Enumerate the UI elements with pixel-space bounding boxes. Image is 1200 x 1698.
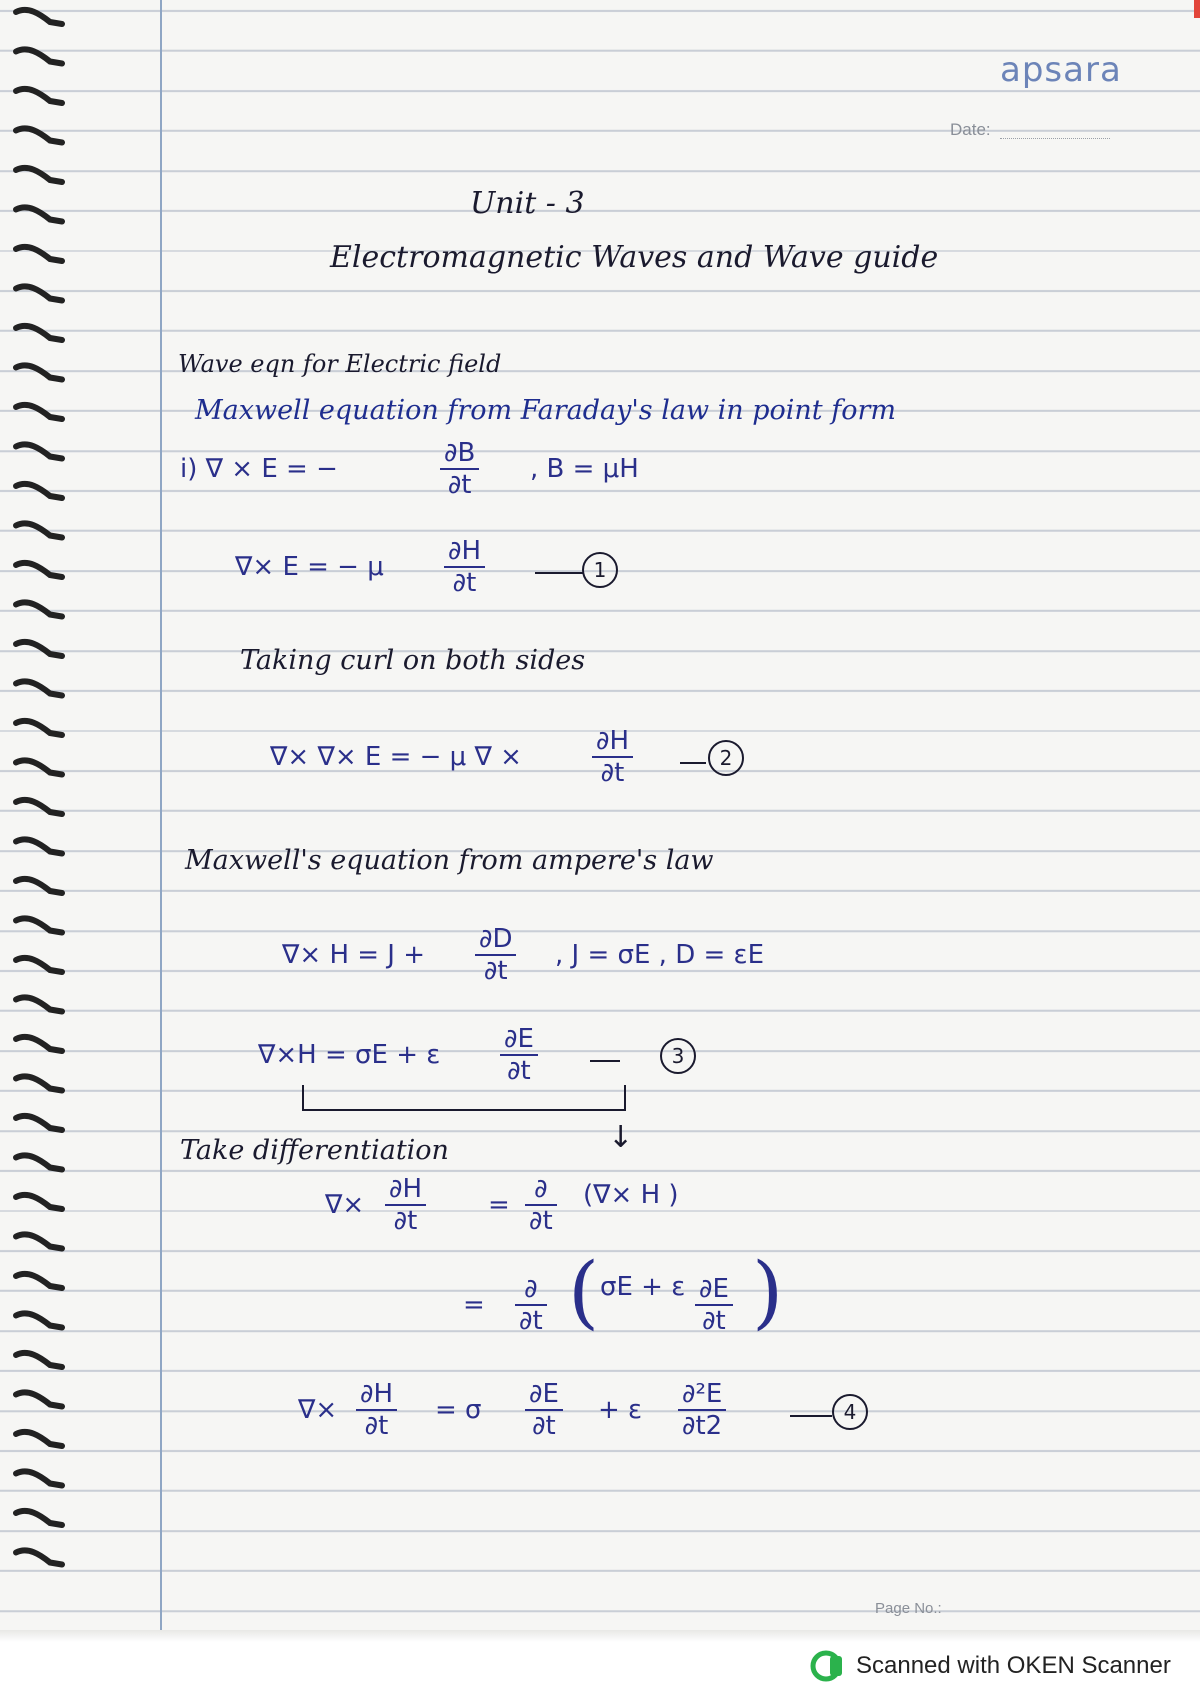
spiral-ring [16, 89, 62, 103]
scanner-logo-icon [810, 1648, 846, 1684]
eq3-dash [680, 762, 706, 764]
heading-wave-eqn: Wave eqn for Electric field [178, 350, 502, 378]
eq8-fraction2 [525, 1379, 563, 1441]
page-no-label: Page No.: [875, 1600, 942, 1617]
spiral-ring [16, 997, 62, 1011]
eq8-num: ∂H [356, 1379, 397, 1411]
spiral-ring [16, 1155, 62, 1169]
eq1-num: ∂B [440, 438, 479, 470]
eq5-prefix: ∇×H = σE + ε [258, 1040, 441, 1070]
eq4-den: ∂t [483, 956, 508, 986]
eq7-equals: = [463, 1290, 485, 1320]
spiral-ring [16, 49, 62, 63]
down-arrow-icon: ↓ [608, 1120, 634, 1155]
spiral-ring [16, 484, 62, 498]
eq5-num: ∂E [500, 1024, 538, 1056]
spiral-ring [16, 839, 62, 853]
spiral-ring [16, 286, 62, 300]
eq6-rfraction [525, 1174, 557, 1236]
margin-line [160, 0, 162, 1640]
spiral-ring [16, 128, 62, 142]
spiral-ring [16, 168, 62, 182]
eq1-prefix: i) ∇ × E = − [180, 454, 338, 484]
eq6-fraction [385, 1174, 426, 1236]
eq7-inum: ∂E [695, 1274, 733, 1306]
eq8-mid: = σ [435, 1395, 482, 1425]
spiral-ring [16, 326, 62, 340]
corner-mark [1194, 0, 1200, 18]
spiral-ring [16, 10, 62, 24]
eq7-den: ∂t [519, 1306, 543, 1336]
brand-logo: apsara [1000, 50, 1122, 90]
eq7-inner: σE + ε [600, 1272, 686, 1302]
eq6-prefix: ∇× [325, 1190, 365, 1220]
spiral-ring [16, 681, 62, 695]
eq8-n2: ∂E [525, 1379, 563, 1411]
eq5-den: ∂t [507, 1056, 531, 1086]
maxwell-ampere-line: Maxwell's equation from ampere's law [185, 845, 714, 876]
scanner-text: Scanned with OKEN Scanner [856, 1652, 1171, 1679]
eq5-dash [590, 1060, 620, 1062]
spiral-ring [16, 1116, 62, 1130]
eq5-tag: 3 [660, 1038, 696, 1074]
eq6-equals: = [488, 1190, 510, 1220]
eq3-den: ∂t [600, 758, 625, 788]
scanner-footer [810, 1648, 1171, 1684]
eq8-prefix: ∇× [298, 1395, 338, 1425]
eq8-dash [790, 1415, 832, 1417]
eq8-fraction3 [678, 1379, 726, 1441]
eq8-fraction [356, 1379, 397, 1441]
page-edge [0, 1630, 1200, 1642]
eq2-fraction [444, 536, 485, 598]
take-diff-line: Take differentiation [180, 1135, 449, 1166]
date-label: Date: [950, 120, 991, 139]
spiral-ring [16, 1274, 62, 1288]
spiral-ring [16, 365, 62, 379]
eq1-suffix: , B = μH [530, 454, 639, 484]
eq3-tag: 2 [708, 740, 744, 776]
spiral-ring [16, 1195, 62, 1209]
eq8-plus: + ε [598, 1395, 643, 1425]
spiral-ring [16, 444, 62, 458]
eq4-suffix: , J = σE , D = εE [555, 940, 765, 970]
spiral-ring [16, 247, 62, 261]
eq8-n3: ∂²E [678, 1379, 726, 1411]
spiral-ring [16, 1076, 62, 1090]
spiral-ring [16, 1037, 62, 1051]
eq7-fraction [515, 1274, 547, 1336]
spiral-ring [16, 602, 62, 616]
spiral-ring [16, 1313, 62, 1327]
eq4-fraction [475, 924, 516, 986]
subject-title: Electromagnetic Waves and Wave guide [330, 240, 939, 275]
spiral-ring [16, 207, 62, 221]
eq7-num: ∂ [515, 1274, 547, 1306]
eq8-d3: ∂t2 [682, 1411, 723, 1441]
eq5-fraction [500, 1024, 538, 1086]
date-line [1000, 138, 1110, 139]
spiral-ring [16, 918, 62, 932]
eq4-prefix: ∇× H = J + [282, 940, 426, 970]
eq3-prefix: ∇× ∇× E = − μ ∇ × [270, 742, 522, 772]
eq2-num: ∂H [444, 536, 485, 568]
spiral-ring [16, 1392, 62, 1406]
spiral-ring [16, 1432, 62, 1446]
maxwell-faraday-line: Maxwell equation from Faraday's law in point form [195, 395, 896, 426]
spiral-ring [16, 760, 62, 774]
spiral-ring [16, 800, 62, 814]
spiral-ring [16, 642, 62, 656]
eq6-den: ∂t [393, 1206, 418, 1236]
spiral-ring [16, 1353, 62, 1367]
spiral-ring [16, 1511, 62, 1525]
unit-title: Unit - 3 [470, 186, 585, 221]
eq1-den: ∂t [447, 470, 472, 500]
eq6-suffix: (∇× H ) [583, 1180, 679, 1210]
eq2-tag: 1 [582, 552, 618, 588]
eq7-iden: ∂t [702, 1306, 726, 1336]
spiral-ring [16, 1234, 62, 1248]
taking-curl-line: Taking curl on both sides [240, 645, 586, 676]
eq8-den: ∂t [364, 1411, 389, 1441]
bracket-connector [302, 1085, 626, 1111]
eq7-inner-fraction [695, 1274, 733, 1336]
eq3-num: ∂H [592, 726, 633, 758]
eq2-den: ∂t [452, 568, 477, 598]
eq6-num: ∂H [385, 1174, 426, 1206]
eq8-d2: ∂t [532, 1411, 556, 1441]
spiral-binding [10, 0, 70, 1620]
eq6-rnum: ∂ [525, 1174, 557, 1206]
eq7-paren-left: ( [568, 1245, 600, 1338]
spiral-ring [16, 879, 62, 893]
spiral-ring [16, 523, 62, 537]
spiral-ring [16, 958, 62, 972]
eq2-dash [535, 572, 583, 574]
spiral-ring [16, 405, 62, 419]
spiral-ring [16, 721, 62, 735]
eq2-prefix: ∇× E = − μ [235, 552, 384, 582]
eq7-paren-right: ) [752, 1245, 784, 1338]
spiral-ring [16, 1471, 62, 1485]
eq1-fraction [440, 438, 479, 500]
eq8-tag: 4 [832, 1394, 868, 1430]
spiral-ring [16, 1550, 62, 1564]
eq3-fraction [592, 726, 633, 788]
eq6-rden: ∂t [529, 1206, 553, 1236]
eq4-num: ∂D [475, 924, 516, 956]
spiral-ring [16, 563, 62, 577]
